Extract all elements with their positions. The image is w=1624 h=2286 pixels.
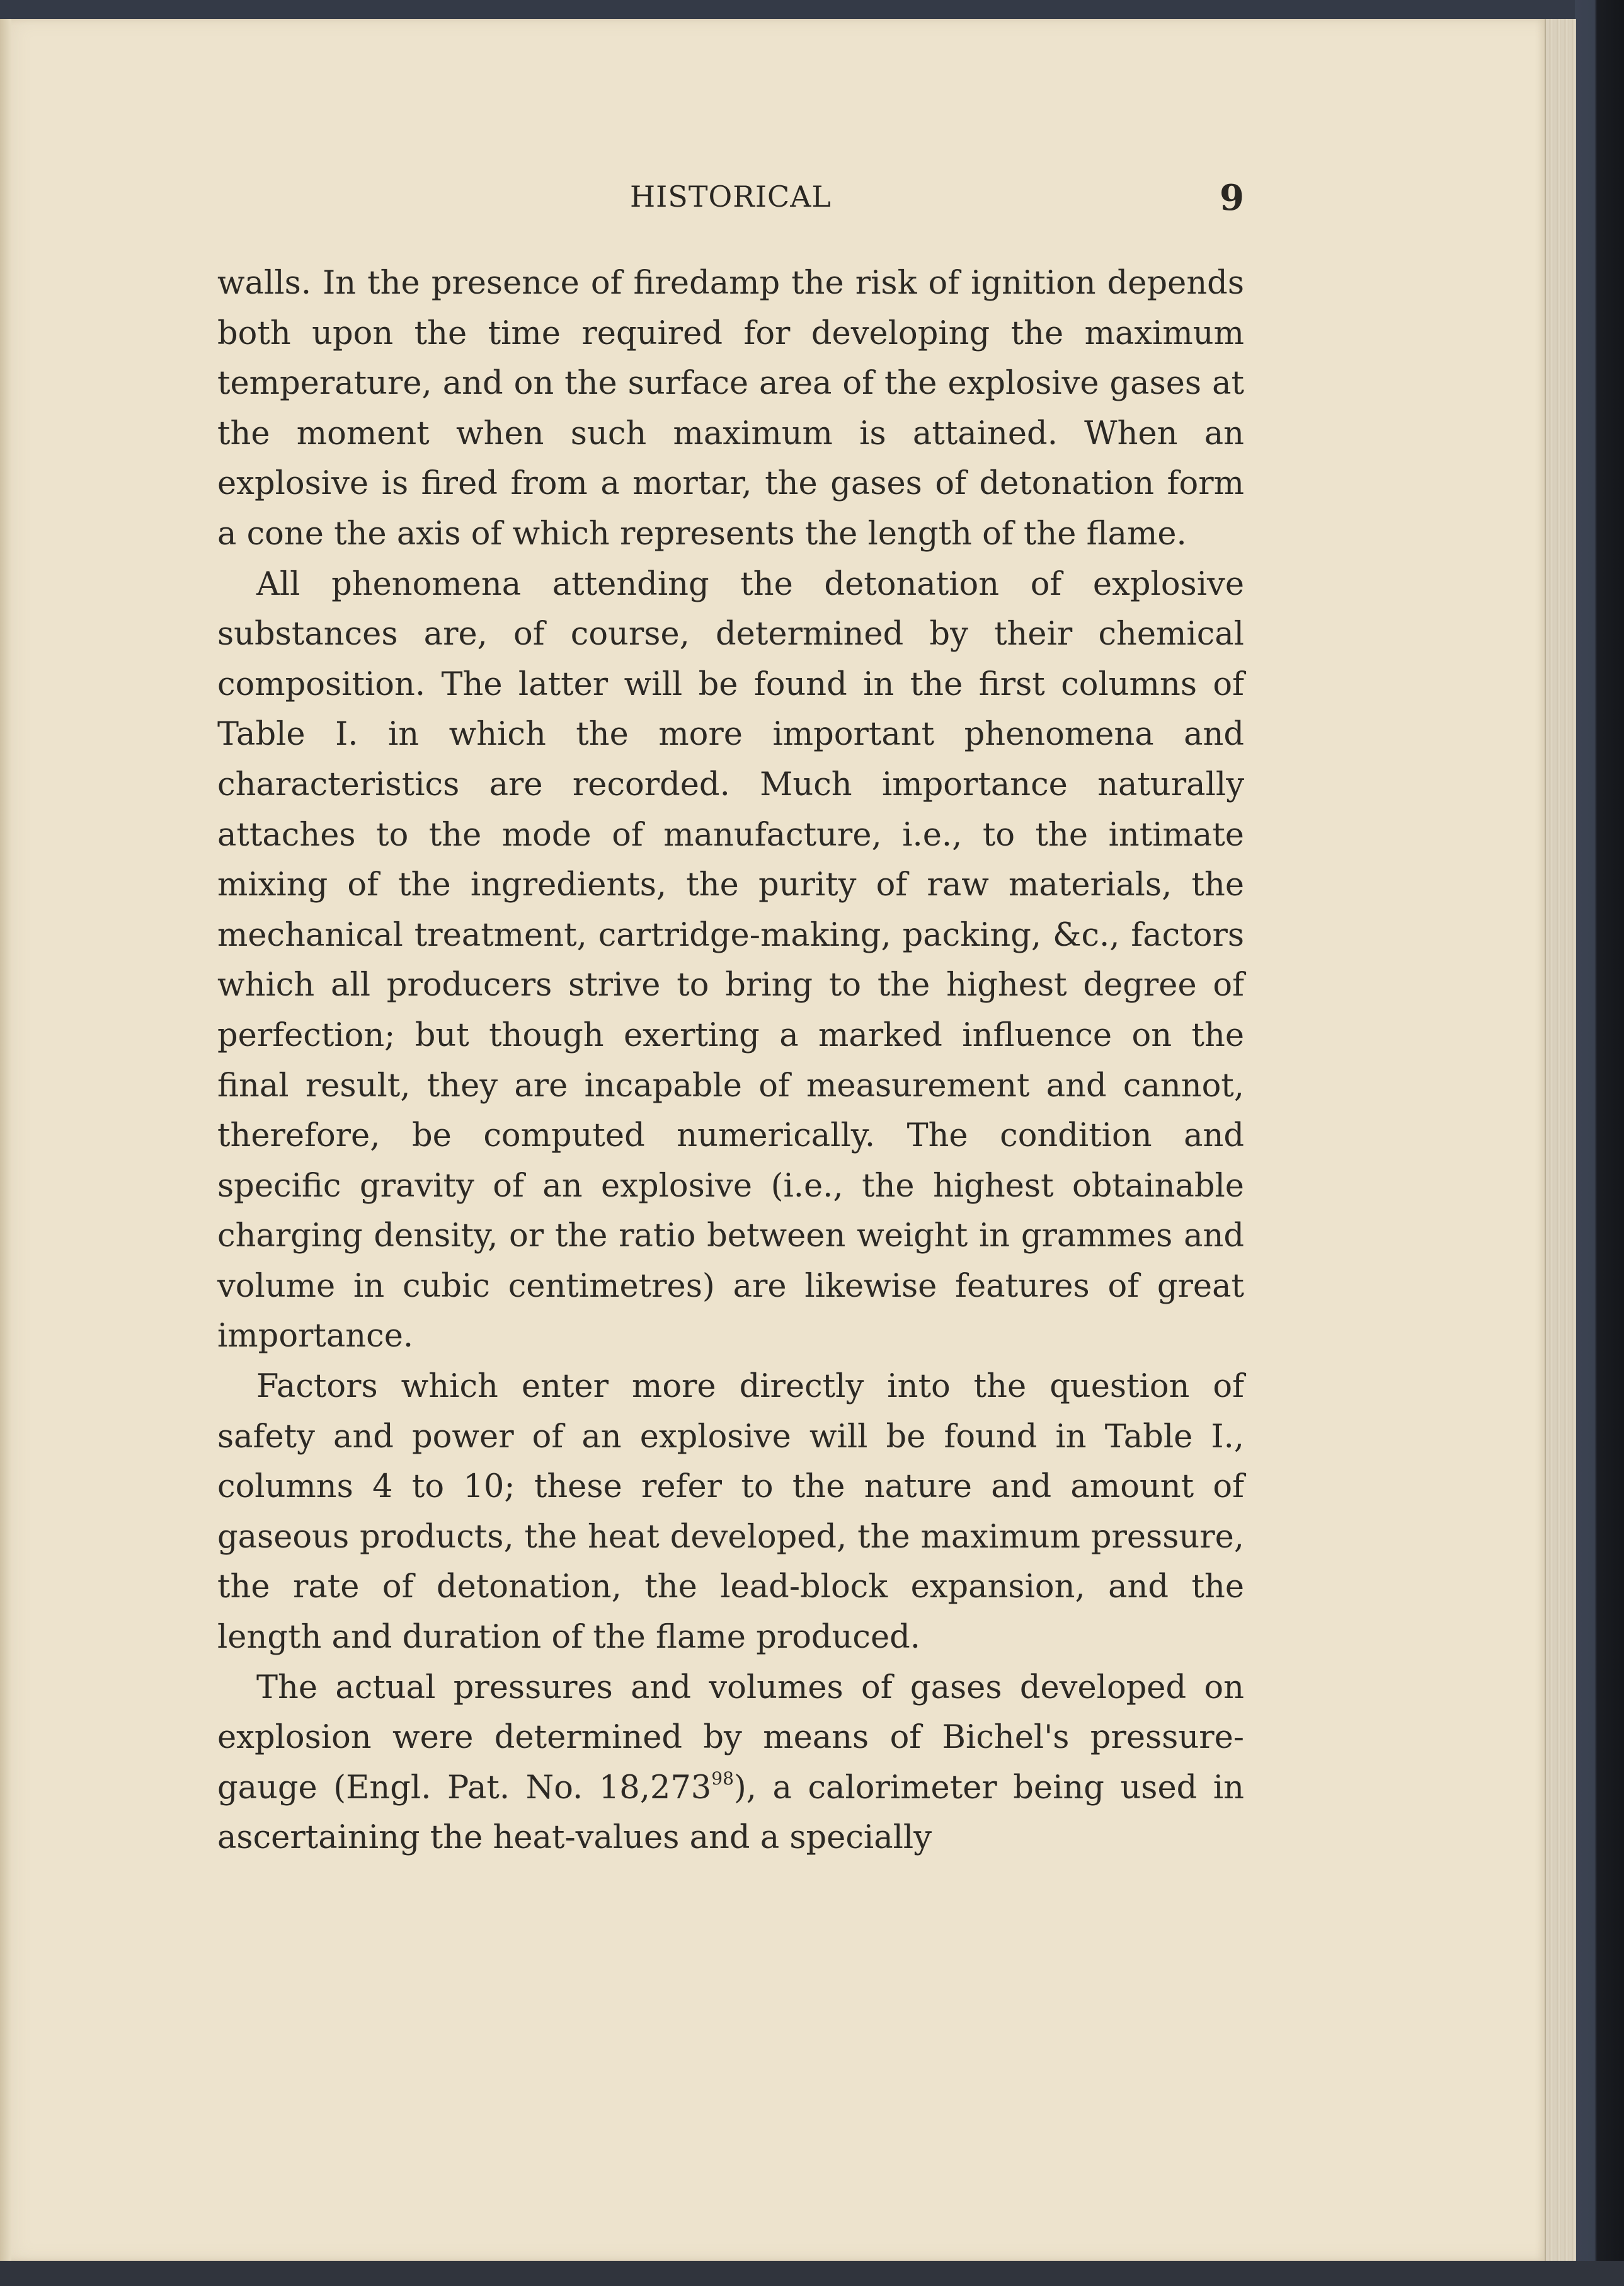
page-number: 9 [1220,177,1244,219]
running-head [217,177,1244,236]
paragraph [217,1663,1244,1863]
book-cover-spine [1575,0,1624,2286]
body-text [217,258,1244,1863]
paragraph-text: ), a calorimeter being used in ascertaining the heat-values and a specially [217,1769,1244,1857]
paragraph: walls. In the presence of firedamp the risk of ignition depends both upon the time required for developing the maximum temperature, and on the surface area of the explosive gases at the moment when such maximum is attained. When an explosive is fired from a mortar, the gases of detonation form a cone the axis of which represents the length of the flame. [217,265,1244,553]
running-head-title: HISTORICAL [630,180,832,214]
paragraph-text: The actual pressures and volumes of gases developed on explosion were determined by means of Bichel's pressure-gauge (Engl. Pat. No. 18,273 [217,1669,1244,1806]
paragraph: All phenomena attending the detonation of explosive substances are, of course, determined by their chemical composition. The latter will be found in the first columns of Table I. in which the more important phenomena and characteristics are recorded. Much importance naturally attaches to the mode of manufacture, i.e., to the intimate mixing of the ingredients, the purity of raw materials, the mechanical treatment, cartridge-making, packing, &c., factors which all producers strive to bring to the highest degree of perfection; but though exerting a marked influence on the final result, they are incapable of measurement and cannot, therefore, be computed numerically. The condition and specific gravity of an explosive (i.e., the highest obtainable charging density, or the ratio between weight in grammes and volume in cubic centimetres) are likewise features of great importance. [217,565,1244,1355]
book-cover-bottom [0,2261,1624,2286]
footnote-superscript: 98 [711,1767,734,1789]
book-cover-top [0,0,1624,19]
page-gutter [0,19,11,2261]
page-edges [1545,19,1576,2261]
paragraph: Factors which enter more directly into the question of safety and power of an explosive will be found in Table I., columns 4 to 10; these refer to the nature and amount of gaseous products, the heat developed, the maximum pressure, the rate of detonation, the lead-block expansion, and the length and duration of the flame produced. [217,1368,1244,1657]
